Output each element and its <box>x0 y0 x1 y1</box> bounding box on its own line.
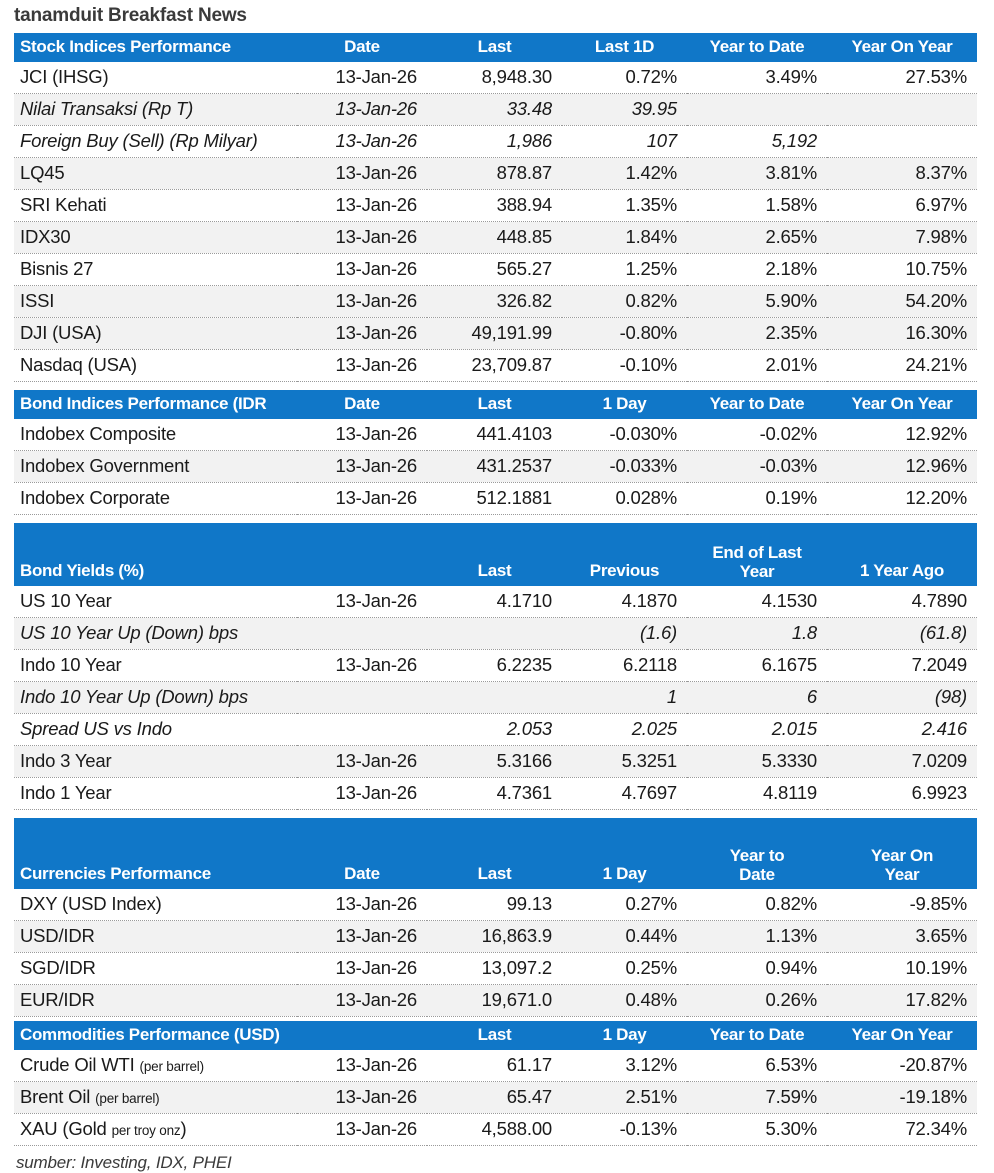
table-row <box>14 1114 977 1146</box>
commodities-header-last: Last <box>427 1021 562 1050</box>
stock-row-last: 23,709.87 <box>427 350 562 382</box>
bond-yield-row-ytd: 6.1675 <box>687 650 827 682</box>
table-row <box>14 62 977 94</box>
bond-yield-row-ytd: 4.1530 <box>687 586 827 618</box>
bond-yield-row-yoy: (61.8) <box>827 618 977 650</box>
bond-yields-header-row <box>14 523 977 586</box>
table-row <box>14 682 977 714</box>
stock-row-name: ISSI <box>14 286 297 318</box>
bond-yield-row-yoy: (98) <box>827 682 977 714</box>
bond-yield-row-yoy: 7.2049 <box>827 650 977 682</box>
bond-indices-header-row <box>14 390 977 419</box>
currencies-header-yoy-line2: Year <box>884 864 920 884</box>
commodity-name-main: Brent Oil <box>20 1086 96 1107</box>
bond-yields-header-end-of-last-year <box>687 523 827 586</box>
stock-row-yoy: 54.20% <box>827 286 977 318</box>
stock-row-name: Nasdaq (USA) <box>14 350 297 382</box>
table-row <box>14 451 977 483</box>
commodities-header-ytd: Year to Date <box>687 1021 827 1050</box>
currencies-header-yoy <box>827 818 977 889</box>
stock-row-date: 13-Jan-26 <box>297 286 427 318</box>
commodity-name-main: XAU (Gold <box>20 1118 112 1139</box>
bond-yield-row-yoy: 2.416 <box>827 714 977 746</box>
table-row <box>14 483 977 515</box>
stock-row-last: 448.85 <box>427 222 562 254</box>
bond-yield-row-yoy: 6.9923 <box>827 778 977 810</box>
bond-yield-row-ytd: 6 <box>687 682 827 714</box>
stock-row-yoy: 7.98% <box>827 222 977 254</box>
currency-row-date: 13-Jan-26 <box>297 953 427 985</box>
stock-row-ytd: 3.81% <box>687 158 827 190</box>
stock-row-date: 13-Jan-26 <box>297 62 427 94</box>
currency-row-yoy: 17.82% <box>827 985 977 1017</box>
stock-indices-header-row <box>14 33 977 62</box>
stock-row-name: JCI (IHSG) <box>14 62 297 94</box>
bond-yield-row-last <box>427 682 562 714</box>
stock-row-date: 13-Jan-26 <box>297 254 427 286</box>
bond-yield-row-name: Indo 3 Year <box>14 746 297 778</box>
bond-yields-header-eoly-line2: Year <box>739 561 775 581</box>
commodities-body <box>14 1050 977 1146</box>
bond-index-row-name: Indobex Government <box>14 451 297 483</box>
commodity-row-yoy: 72.34% <box>827 1114 977 1146</box>
stock-row-yoy <box>827 126 977 158</box>
table-row <box>14 985 977 1017</box>
stock-row-last: 1,986 <box>427 126 562 158</box>
stock-row-yoy: 16.30% <box>827 318 977 350</box>
commodity-name-unit: per troy onz <box>111 1123 181 1138</box>
commodities-header-yoy: Year On Year <box>827 1021 977 1050</box>
stock-row-1d: -0.80% <box>562 318 687 350</box>
bond-yield-row-1d: 6.2118 <box>562 650 687 682</box>
bond-yield-row-name: US 10 Year <box>14 586 297 618</box>
bond-yield-row-last: 4.1710 <box>427 586 562 618</box>
bond-yields-body <box>14 586 977 810</box>
stock-row-1d: 107 <box>562 126 687 158</box>
stock-row-yoy: 24.21% <box>827 350 977 382</box>
source-note: sumber: Investing, IDX, PHEI <box>16 1153 232 1172</box>
currencies-header-1d: 1 Day <box>562 818 687 889</box>
stock-row-date: 13-Jan-26 <box>297 126 427 158</box>
currency-row-date: 13-Jan-26 <box>297 889 427 921</box>
currency-row-name: SGD/IDR <box>14 953 297 985</box>
bond-yields-header-date <box>297 523 427 586</box>
stock-row-1d: 1.84% <box>562 222 687 254</box>
currency-row-yoy: -9.85% <box>827 889 977 921</box>
currency-row-name: EUR/IDR <box>14 985 297 1017</box>
stock-row-1d: 1.25% <box>562 254 687 286</box>
currency-row-1d: 0.27% <box>562 889 687 921</box>
bond-index-row-last: 512.1881 <box>427 483 562 515</box>
commodity-row-date: 13-Jan-26 <box>297 1114 427 1146</box>
stock-row-last: 49,191.99 <box>427 318 562 350</box>
commodity-row-last: 4,588.00 <box>427 1114 562 1146</box>
bond-yield-row-last: 6.2235 <box>427 650 562 682</box>
bond-index-row-name: Indobex Corporate <box>14 483 297 515</box>
stock-indices-header-last: Last <box>427 33 562 62</box>
commodities-table <box>14 1021 977 1146</box>
commodity-row-name <box>14 1050 297 1082</box>
stock-row-1d: 0.72% <box>562 62 687 94</box>
table-row <box>14 618 977 650</box>
currency-row-1d: 0.48% <box>562 985 687 1017</box>
currency-row-ytd: 0.26% <box>687 985 827 1017</box>
bond-yields-header-previous: Previous <box>562 523 687 586</box>
bond-yield-row-name: Spread US vs Indo <box>14 714 297 746</box>
bond-yield-row-name: Indo 10 Year Up (Down) bps <box>14 682 297 714</box>
table-row <box>14 286 977 318</box>
currency-row-name: DXY (USD Index) <box>14 889 297 921</box>
stock-row-1d: 1.35% <box>562 190 687 222</box>
table-row <box>14 1082 977 1114</box>
commodity-row-1d: 3.12% <box>562 1050 687 1082</box>
bond-index-row-ytd: -0.03% <box>687 451 827 483</box>
stock-row-yoy: 10.75% <box>827 254 977 286</box>
stock-row-last: 33.48 <box>427 94 562 126</box>
table-row <box>14 350 977 382</box>
stock-row-date: 13-Jan-26 <box>297 190 427 222</box>
commodities-header-date <box>297 1021 427 1050</box>
commodity-row-ytd: 7.59% <box>687 1082 827 1114</box>
table-row <box>14 318 977 350</box>
bond-index-row-1d: -0.030% <box>562 419 687 451</box>
bond-yield-row-date: 13-Jan-26 <box>297 650 427 682</box>
table-row <box>14 158 977 190</box>
stock-row-1d: 1.42% <box>562 158 687 190</box>
stock-row-name: Bisnis 27 <box>14 254 297 286</box>
bond-index-row-name: Indobex Composite <box>14 419 297 451</box>
table-row <box>14 953 977 985</box>
commodity-row-1d: -0.13% <box>562 1114 687 1146</box>
table-row <box>14 419 977 451</box>
stock-indices-header-ytd: Year to Date <box>687 33 827 62</box>
table-row <box>14 254 977 286</box>
stock-indices-header-date: Date <box>297 33 427 62</box>
currency-row-1d: 0.44% <box>562 921 687 953</box>
table-row <box>14 889 977 921</box>
commodity-row-name <box>14 1114 297 1146</box>
stock-row-date: 13-Jan-26 <box>297 222 427 254</box>
currency-row-ytd: 0.94% <box>687 953 827 985</box>
bond-index-row-date: 13-Jan-26 <box>297 419 427 451</box>
commodities-header-row <box>14 1021 977 1050</box>
commodity-name-tail: ) <box>180 1118 187 1139</box>
bond-yield-row-last: 4.7361 <box>427 778 562 810</box>
bond-yield-row-name: Indo 10 Year <box>14 650 297 682</box>
bond-yield-row-name: Indo 1 Year <box>14 778 297 810</box>
bond-index-row-ytd: -0.02% <box>687 419 827 451</box>
currencies-header-yoy-line1: Year On <box>870 845 934 865</box>
bond-yield-row-1d: 5.3251 <box>562 746 687 778</box>
stock-row-name: Foreign Buy (Sell) (Rp Milyar) <box>14 126 297 158</box>
commodity-row-ytd: 6.53% <box>687 1050 827 1082</box>
stock-indices-header-1d: Last 1D <box>562 33 687 62</box>
bond-yield-row-ytd: 2.015 <box>687 714 827 746</box>
commodity-row-date: 13-Jan-26 <box>297 1082 427 1114</box>
currency-row-last: 16,863.9 <box>427 921 562 953</box>
currencies-header-row <box>14 818 977 889</box>
commodities-header-1d: 1 Day <box>562 1021 687 1050</box>
bond-indices-header-date: Date <box>297 390 427 419</box>
table-row <box>14 921 977 953</box>
stock-row-name: IDX30 <box>14 222 297 254</box>
currency-row-yoy: 3.65% <box>827 921 977 953</box>
stock-row-name: Nilai Transaksi (Rp T) <box>14 94 297 126</box>
currencies-header-name: Currencies Performance <box>14 818 297 889</box>
stock-row-name: LQ45 <box>14 158 297 190</box>
currency-row-ytd: 1.13% <box>687 921 827 953</box>
bond-index-row-1d: 0.028% <box>562 483 687 515</box>
bond-index-row-yoy: 12.92% <box>827 419 977 451</box>
stock-row-date: 13-Jan-26 <box>297 158 427 190</box>
currency-row-date: 13-Jan-26 <box>297 921 427 953</box>
stock-row-last: 878.87 <box>427 158 562 190</box>
bond-indices-header-ytd: Year to Date <box>687 390 827 419</box>
stock-row-ytd: 5.90% <box>687 286 827 318</box>
commodity-row-1d: 2.51% <box>562 1082 687 1114</box>
commodity-row-yoy: -20.87% <box>827 1050 977 1082</box>
bond-yield-row-yoy: 7.0209 <box>827 746 977 778</box>
bond-yield-row-ytd: 4.8119 <box>687 778 827 810</box>
bond-yield-row-last: 2.053 <box>427 714 562 746</box>
bond-yield-row-date: 13-Jan-26 <box>297 746 427 778</box>
table-row <box>14 126 977 158</box>
bond-index-row-yoy: 12.20% <box>827 483 977 515</box>
currency-row-last: 19,671.0 <box>427 985 562 1017</box>
commodity-row-name <box>14 1082 297 1114</box>
stock-row-ytd <box>687 94 827 126</box>
bond-yields-header-last: Last <box>427 523 562 586</box>
bond-yields-header-name: Bond Yields (%) <box>14 523 297 586</box>
commodity-name-unit: (per barrel) <box>139 1059 204 1074</box>
bond-yield-row-1d: 2.025 <box>562 714 687 746</box>
currencies-header-date: Date <box>297 818 427 889</box>
stock-row-1d: 39.95 <box>562 94 687 126</box>
bond-index-row-date: 13-Jan-26 <box>297 451 427 483</box>
bond-index-row-1d: -0.033% <box>562 451 687 483</box>
bond-yields-table <box>14 523 977 810</box>
bond-indices-body <box>14 419 977 515</box>
stock-row-name: DJI (USA) <box>14 318 297 350</box>
stock-row-ytd: 2.65% <box>687 222 827 254</box>
table-row <box>14 746 977 778</box>
stock-indices-table <box>14 33 977 382</box>
stock-row-last: 8,948.30 <box>427 62 562 94</box>
table-row <box>14 222 977 254</box>
commodity-row-date: 13-Jan-26 <box>297 1050 427 1082</box>
bond-yield-row-ytd: 1.8 <box>687 618 827 650</box>
bond-yield-row-last: 5.3166 <box>427 746 562 778</box>
stock-row-date: 13-Jan-26 <box>297 94 427 126</box>
stock-row-last: 326.82 <box>427 286 562 318</box>
bond-indices-table <box>14 390 977 515</box>
bond-yield-row-name: US 10 Year Up (Down) bps <box>14 618 297 650</box>
bond-yield-row-date <box>297 714 427 746</box>
bond-indices-header-1d: 1 Day <box>562 390 687 419</box>
currencies-header-ytd-line2: Date <box>739 864 775 884</box>
stock-row-ytd: 2.18% <box>687 254 827 286</box>
stock-row-ytd: 1.58% <box>687 190 827 222</box>
currencies-header-ytd <box>687 818 827 889</box>
bond-indices-header-last: Last <box>427 390 562 419</box>
table-row <box>14 650 977 682</box>
stock-indices-header-name: Stock Indices Performance <box>14 33 297 62</box>
bond-index-row-ytd: 0.19% <box>687 483 827 515</box>
currency-row-1d: 0.25% <box>562 953 687 985</box>
stock-indices-header-yoy: Year On Year <box>827 33 977 62</box>
bond-yield-row-yoy: 4.7890 <box>827 586 977 618</box>
stock-row-ytd: 2.01% <box>687 350 827 382</box>
bond-yield-row-date <box>297 618 427 650</box>
bond-index-row-yoy: 12.96% <box>827 451 977 483</box>
bond-yield-row-date: 13-Jan-26 <box>297 586 427 618</box>
table-row <box>14 778 977 810</box>
bond-yield-row-1d: (1.6) <box>562 618 687 650</box>
stock-row-last: 388.94 <box>427 190 562 222</box>
commodity-name-main: Crude Oil WTI <box>20 1054 140 1075</box>
bond-indices-header-yoy: Year On Year <box>827 390 977 419</box>
table-row <box>14 714 977 746</box>
stock-row-ytd: 2.35% <box>687 318 827 350</box>
bond-yields-header-eoly-line1: End of Last <box>712 542 802 562</box>
commodities-header-name: Commodities Performance (USD) <box>14 1021 297 1050</box>
bond-yield-row-ytd: 5.3330 <box>687 746 827 778</box>
page-title: tanamduit Breakfast News <box>14 5 247 26</box>
table-row <box>14 190 977 222</box>
stock-row-yoy <box>827 94 977 126</box>
stock-row-last: 565.27 <box>427 254 562 286</box>
stock-row-yoy: 27.53% <box>827 62 977 94</box>
currencies-body <box>14 889 977 1017</box>
commodity-row-yoy: -19.18% <box>827 1082 977 1114</box>
bond-yield-row-date <box>297 682 427 714</box>
currencies-table <box>14 818 977 1017</box>
commodity-row-last: 61.17 <box>427 1050 562 1082</box>
stock-row-ytd: 5,192 <box>687 126 827 158</box>
bond-yield-row-1d: 4.1870 <box>562 586 687 618</box>
bond-index-row-last: 441.4103 <box>427 419 562 451</box>
table-row <box>14 586 977 618</box>
commodity-row-last: 65.47 <box>427 1082 562 1114</box>
stock-row-1d: -0.10% <box>562 350 687 382</box>
bond-yield-row-1d: 1 <box>562 682 687 714</box>
commodity-row-ytd: 5.30% <box>687 1114 827 1146</box>
bond-yield-row-date: 13-Jan-26 <box>297 778 427 810</box>
currency-row-last: 13,097.2 <box>427 953 562 985</box>
bond-index-row-date: 13-Jan-26 <box>297 483 427 515</box>
table-row <box>14 94 977 126</box>
bond-yield-row-1d: 4.7697 <box>562 778 687 810</box>
currency-row-last: 99.13 <box>427 889 562 921</box>
bond-yield-row-last <box>427 618 562 650</box>
stock-row-ytd: 3.49% <box>687 62 827 94</box>
currency-row-ytd: 0.82% <box>687 889 827 921</box>
bond-index-row-last: 431.2537 <box>427 451 562 483</box>
stock-row-1d: 0.82% <box>562 286 687 318</box>
stock-row-name: SRI Kehati <box>14 190 297 222</box>
bond-indices-header-name: Bond Indices Performance (IDR <box>14 390 297 419</box>
currency-row-yoy: 10.19% <box>827 953 977 985</box>
stock-row-yoy: 6.97% <box>827 190 977 222</box>
currencies-header-ytd-line1: Year to <box>729 845 785 865</box>
currency-row-date: 13-Jan-26 <box>297 985 427 1017</box>
commodity-name-unit: (per barrel) <box>95 1091 160 1106</box>
table-row <box>14 1050 977 1082</box>
currency-row-name: USD/IDR <box>14 921 297 953</box>
bond-yields-header-1-year-ago: 1 Year Ago <box>827 523 977 586</box>
stock-row-date: 13-Jan-26 <box>297 318 427 350</box>
stock-indices-body <box>14 62 977 382</box>
stock-row-yoy: 8.37% <box>827 158 977 190</box>
currencies-header-last: Last <box>427 818 562 889</box>
stock-row-date: 13-Jan-26 <box>297 350 427 382</box>
